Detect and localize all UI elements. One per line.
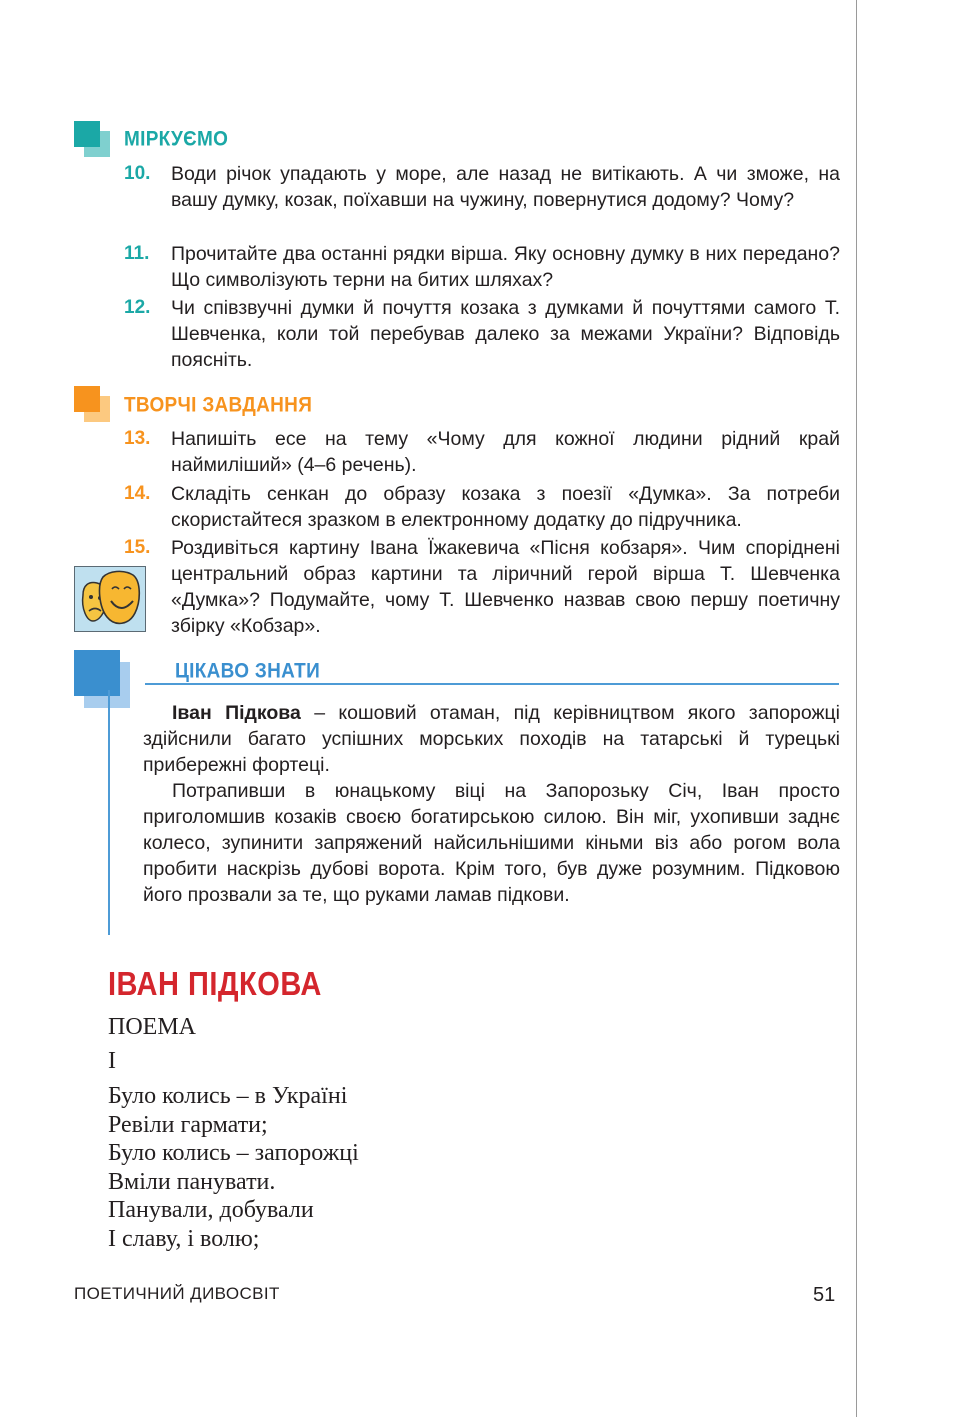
task-text: Води річок упадають у море, але назад не витікають. А чи зможе, на вашу думку, козак, поїхавши на чужину, повернутися додому? Чому? [171,163,840,211]
poem-line: Панували, добували [108,1197,314,1223]
task-item [124,295,840,373]
theatre-masks-icon [74,566,146,632]
poem-line: Вміли панувати. [108,1168,276,1195]
poem-line: І славу, і волю; [108,1225,260,1252]
interesting-section-marker [74,650,120,696]
page-number: 51 [813,1284,836,1306]
task-number: 13. [124,428,151,449]
task-item [124,481,840,533]
poem-lines [108,1082,359,1253]
info-paragraph [143,700,840,778]
task-text: Складіть сенкан до образу козака з поезії «Думка». За потреби скористайтеся зразком в електронному додатку до підручника. [171,483,840,531]
task-item [124,535,840,639]
task-text: Напишіть есе на тему «Чому для кожної людини рідний край наймиліший» (4–6 речень). [171,428,840,476]
interesting-section-title: ЦІКАВО ЗНАТИ [175,659,321,683]
info-name-bold: Іван Підкова [172,702,301,724]
creative-section-marker [74,386,100,412]
task-number: 11. [124,243,150,264]
task-number: 14. [124,483,151,504]
task-number: 12. [124,297,151,318]
task-number: 10. [124,163,151,184]
task-text: Прочитайте два останні рядки вірша. Яку основну думку в них передано? Що символізують терни на битих шляхах? [171,243,840,291]
interesting-side-bar [108,690,110,935]
poem-part-number: I [108,1048,116,1074]
task-item [124,426,840,478]
poem-title: ІВАН ПІДКОВА [108,966,322,1003]
info-paragraph-rest: – кошовий отаман, під керівництвом якого запорожці здійснили багато успішних морських походів на татарські й турецькі прибережні фортеці. [143,702,840,776]
poem-line: Було колись – в Україні [108,1083,348,1109]
page-edge-line [856,0,857,1417]
info-paragraph: Потрапивши в юнацькому віці на Запорозьку Січ, Іван просто приголомшив козаків своєю богатирською силою. Він міг, ухопивши заднє колесо, зупинити запряжений найсильнішими кіньми віз або рогом вола пробити наскрізь дубові ворота. Крім того, був дуже розумним. Підковою його прозвали за те, що руками ламав підкови. [143,780,840,906]
task-text: Роздивіться картину Івана Їжакевича «Пісня кобзаря». Чим споріднені центральний образ картини та ліричний герой вірша Т. Шевченка «Думка»? Подумайте, чому Т. Шевченко назвав свою першу поетичну збірку «Кобзар». [171,537,840,637]
poem-genre: ПОЕМА [108,1014,196,1040]
footer-section-name: ПОЕТИЧНИЙ ДИВОСВІТ [74,1284,280,1303]
poem-line: Було колись – запорожці [108,1140,359,1166]
think-section-title: МІРКУЄМО [124,127,229,151]
task-item [124,241,840,293]
poem-line: Ревіли гармати; [108,1111,268,1138]
task-text: Чи співзвучні думки й почуття козака з думками й почуттями самого Т. Шевченка, коли той перебував далеко за межами України? Відповідь поясніть. [171,297,840,371]
task-item [124,161,840,213]
think-section-marker [74,121,100,147]
creative-section-title: ТВОРЧІ ЗАВДАННЯ [124,393,313,417]
interesting-header-rule [145,683,839,685]
task-number: 15. [124,537,151,558]
interesting-text [143,700,840,908]
